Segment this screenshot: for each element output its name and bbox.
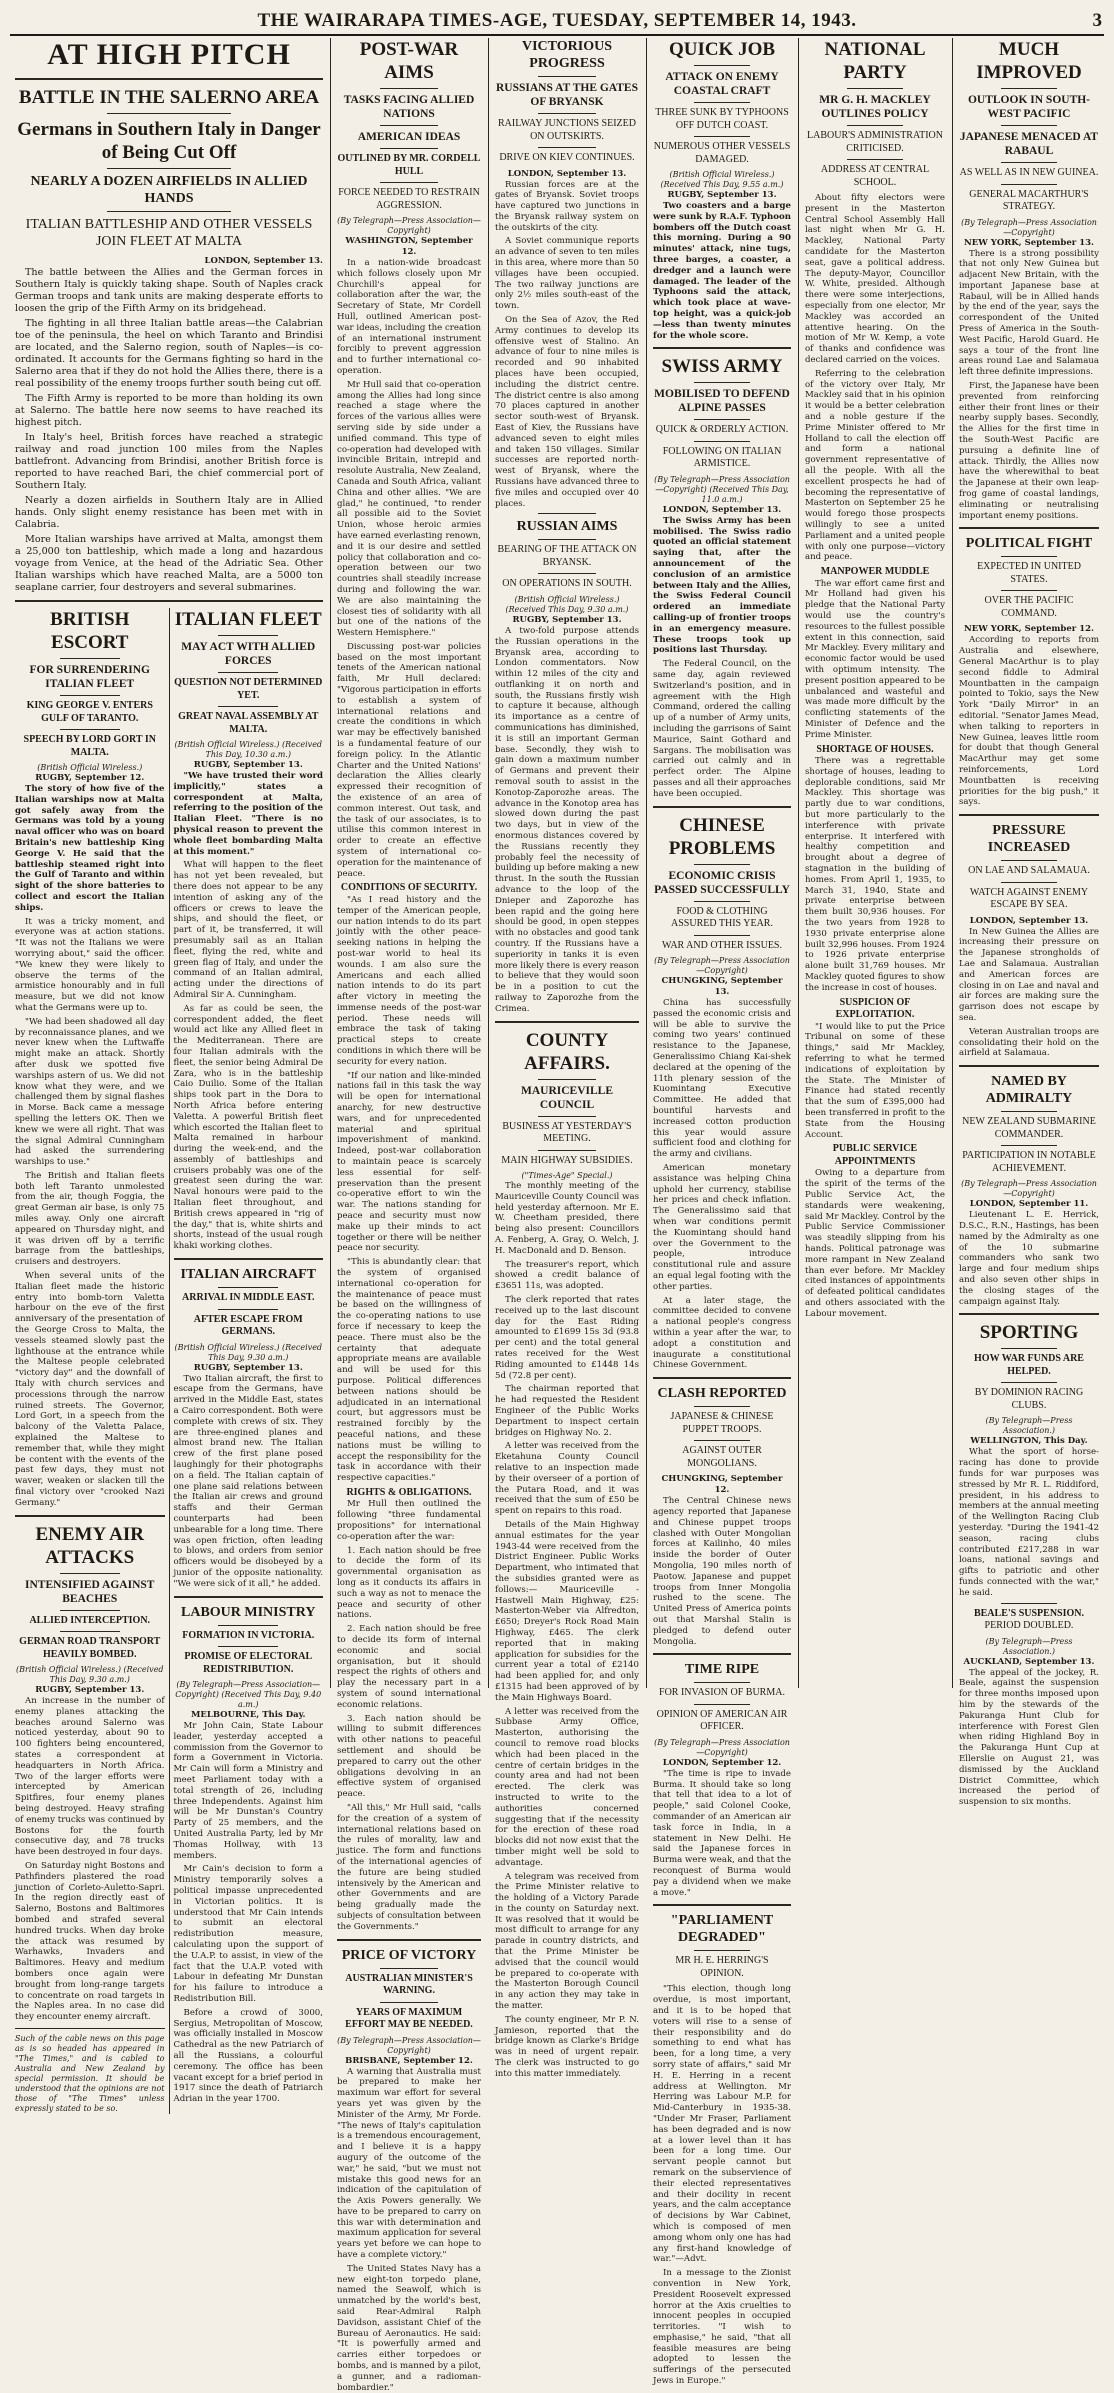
article-paragraph: A letter was received from the Subbase Army Office, Masterton, authorising the council to remove road blocks which had been placed in the centre of certain bridges in the county area and had not been erected. The clerk was instructed to write to the authorities concerned suggesting that if the necessity for the erection of these road blocks did not now exist that the timber might well be sold to advantage. xyxy=(495,1706,639,1868)
italian-aircraft-dateline: RUGBY, September 13. xyxy=(193,1362,303,1373)
article-paragraph: A telegram was received from the Prime Minister relative to the holding of a Victory Parade in the county on Saturday next. It was resolved that it would be most difficult to arrange for any parade in country districts, and that the Prime Minister be advised that the council would be prepared to co-operate with the Masterton Borough Council in any action they may take in the matter. xyxy=(495,1871,639,2012)
article-paragraph: In a message to the Zionist convention in New York, President Roosevelt expressed horror at the Axis cruelties to innocent peoples in occupied territories. "I wish to emphasise," he said, "that all feasible measures are being adopted to lessen the sufferings of the persecuted Jews in Europe." xyxy=(653,2268,791,2387)
lead-paragraph: Nearly a dozen airfields in Southern Italy are in Allied hands. Only slight enemy resistance has been met with in Calabria. xyxy=(15,495,323,530)
post-war-aims-deck-4: FORCE NEEDED TO RESTRAIN AGGRESSION. xyxy=(338,187,480,211)
article-paragraph: The monthly meeting of the Mauriceville County Council was held yesterday afternoon. Mr E. W. Cheetham presided, there being also present: Councillors A. Fenberg, A. Gray, O. Welch, J. H. MacDonald and D. Benson. xyxy=(495,1181,639,1256)
post-war-aims-subhead-2: RIGHTS & OBLIGATIONS. xyxy=(346,1486,472,1498)
article-paragraph: A two-fold purpose attends the Russian operations in the Bryansk area, according to London commentators. Now within 12 miles of the city and outflanking it on north and south, the Russians firstly wish to capture it because, although its importance as a centre of communications has diminished, it is still an important German base. Secondly, they wish to gain down a maximum number of Germans and prevent their removal south to assist in the Konotop-Zaporozhe areas. The advance in the Konotop area has slowed down during the past two days, but in view of the enormous distances covered by the Russians recently they probably feel the necessity of building up before making a new thrust. In the south the Russian advance to the loop of the Dnieper and Zaporozhe has been rapid and the going here should be good, in open steppes with no obstacles and good tank country. If the Russians have a superiority in tanks it is even more likely there is every reason to believe that they would soon be in a position to cut the railway to Zaporozhe from the Crimea. xyxy=(495,625,640,1014)
much-improved-dateline: NEW YORK, September 13. xyxy=(964,237,1094,248)
article-paragraph: Details of the Main Highway annual estimates for the year 1943-44 were received from the District Engineer. Public Works Department, who intimated that the subsidies granted were as follows:— Mauriceville - Hastwell Main Highway, £25: Masterton-Weber via Alfredton, £650; Dreyer's Rock Road Main Highway, £465. The clerk reported that in making application for subsidies for the current year a total of £2140 had been applied for, and only £1315 had been approved of by the Main Highways Board. xyxy=(495,1520,639,1703)
lead-deck-2: NEARLY A DOZEN AIRFIELDS IN ALLIED HANDS xyxy=(30,174,308,206)
article-paragraph: The United States Navy has a new eight-ton torpedo plane, named the Seawolf, which is unmatched by the world's best, said Rear-Admiral Ralph Davidson, assistant Chief of the Bureau of Aeronautics. He said: "It is powerfully armed and carries either torpedoes or bombs, and is manned by a pilot, a gunner, and a radioman-bombardier." xyxy=(337,2263,481,2393)
political-fight-deck-1: EXPECTED IN UNITED STATES. xyxy=(977,561,1081,585)
swiss-army-headline: SWISS ARMY xyxy=(661,356,783,378)
article-paragraph: Mr Hull then outlined the following "three fundamental propositions" for international co-operation after the war: xyxy=(337,1499,481,1542)
sporting-dateline: WELLINGTON, This Day. xyxy=(970,1436,1088,1447)
quick-job-deck-1: ATTACK ON ENEMY COASTAL CRAFT xyxy=(665,71,779,97)
article-paragraph: China has successfully passed the economic crisis and will be able to survive the coming two years' continued resistance to the Japanese, Generalissimo Chiang Kai-shek declared at the opening of the 11th plenary session of the Kuomintang Executive Committee. He added that bountiful harvests and increased cotton production this year would assure sufficient food and clothing for the army and civilians. xyxy=(653,998,791,1160)
time-ripe-dateline: LONDON, September 12. xyxy=(662,1757,782,1768)
subcolumn-2 xyxy=(169,608,324,2114)
column-rule xyxy=(330,38,331,1688)
italian-aircraft-deck-2: AFTER ESCAPE FROM GERMANS. xyxy=(193,1313,303,1338)
much-improved-headline: MUCH IMPROVED xyxy=(976,39,1082,83)
divider xyxy=(107,113,230,114)
article-paragraph: "If our nation and like-minded nations fail in this task the way will be open for international anarchy, for new destructive wars, and for unprecedented material and spiritual impoverishment of mankind. Indeed, post-war collaboration to maintain peace is scarcely less essential for self-preservation than the present co-operative effort to win the war. The nations standing for peace and security must now make up their minds to act together or there will be neither peace nor security. xyxy=(337,1070,481,1254)
much-improved-deck-4: GENERAL MACARTHUR'S STRATEGY. xyxy=(969,188,1089,212)
italian-fleet-headline: ITALIAN FLEET xyxy=(174,609,322,630)
article-paragraph: On Saturday night Bostons and Pathfinders plastered the road junction of Corleto-Auletto-Sapri. In the region directly east of Salerno, Bostons and Baltimores bombed and strafed several hundred trucks. When day broke the attack was resumed by Warhawks, Invaders and Baltimores. Heavy and medium bombers once again were brought from long-range targets to concentrate on road targets in the Naples area. In no case did they encounter enemy aircraft. xyxy=(15,1861,165,2023)
column-quick-job xyxy=(648,38,796,2387)
labour-ministry-deck-2: PROMISE OF ELECTORAL REDISTRIBUTION. xyxy=(184,1651,313,1675)
national-party-deck-1: MR G. H. MACKLEY OUTLINES POLICY xyxy=(819,94,931,120)
article-paragraph: In New Guinea the Allies are increasing their pressure on the Japanese strongholds of Lae and Salamaua. Australian and American forces are closing in on Lae and naval and air forces are making sure the garrison does not escape by sea. xyxy=(959,926,1099,1024)
national-party-subhead: MANPOWER MUDDLE xyxy=(820,566,930,578)
sporting-deck-2: BY DOMINION RACING CLUBS. xyxy=(974,1387,1084,1411)
column-rule xyxy=(488,38,489,1688)
beale-suspension-dateline: AUCKLAND, September 13. xyxy=(963,1656,1095,1667)
article-paragraph: As far as could be seen, the correspondent added, the fleet would act like any Allied fleet in the Mediterranean. There are four Italian admirals with the fleet, the senior being Admiral De Zara, who is in the battleship Caio Duilio. Some of the Italian ships took part in the Dora to North Africa before entering Valetta. A powerful British fleet which escorted the Italian fleet to Malta remained in harbour during the week-end, and the assembly of battleships and cruisers probably was one of the greatest seen during the war. Naval honours were paid to the Italian fleet throughout, and British crews appeared in "rig of the day," that is, white shirts and shorts, instead of the usual rough khaki working clothes. xyxy=(173,1003,323,1252)
beale-suspension-headline: BEALE'S SUSPENSION. xyxy=(973,1607,1085,1619)
masthead-title: THE WAIRARAPA TIMES-AGE, TUESDAY, SEPTEMBER 14, 1943. xyxy=(257,10,857,31)
article-paragraph: The Swiss Army has been mobilised. The Swiss radio quoted an official statement saying that, after the announcement of the conclusion of an armistice between Italy and the Allies, the Swiss Federal Council ordered an immediate calling-up of frontier troops in an emergency measure. These troops took up positions last Thursday. xyxy=(653,515,791,656)
british-escort-deck-2: KING GEORGE V. ENTERS GULF OF TARANTO. xyxy=(26,700,153,724)
section-rule xyxy=(15,600,323,602)
russian-aims-dateline: RUGBY, September 13. xyxy=(512,614,622,625)
lead-kicker: AT HIGH PITCH xyxy=(47,38,291,71)
article-paragraph: The British and Italian fleets both left Taranto unmolested from the air, though Foggia, the great German air base, is only 75 miles away. Only one aircraft appeared on Thursday night, and it was driven off by a terrific barrage from the battleships, cruisers and destroyers. xyxy=(15,1170,165,1268)
labour-ministry-credit: (By Telegraph—Press Association—Copyright) (Received This Day, 9.40 a.m.) xyxy=(175,1680,322,1709)
victorious-progress-deck-1: RUSSIANS AT THE GATES OF BRYANSK xyxy=(496,82,638,108)
article-paragraph: Referring to the celebration of the victory over Italy, Mr Mackley said that in his opinion it would be a better celebration and a noble gesture if the Prime Minister offered to Mr Holland to call the election off and form a national government representative of all the people. With all the excellent prospects he had of becoming the representative of Masterton on September 25 he would forego those prospects willingly to see a united Parliament and a united people with only one purpose—victory and peace. xyxy=(805,368,945,563)
article-paragraph: Two Italian aircraft, the first to escape from the Germans, have arrived in the Middle East, states a Cairo correspondent. Both were complete with crews of six. They are three-engined planes and almost brand new. The Italian crew of the first plane posed laughingly for their photographs on a field. The Italian captain of one plane said relations between the Italian air crews and ground staffs and their German counterparts had been unbearable for a long time. There was open friction, often leading to blows, and orders from senior officers would be disobeyed by a junior of the opposite nationality. "We were sick of it all," he added. xyxy=(173,1373,323,1589)
clash-reported-headline: CLASH REPORTED xyxy=(657,1386,787,1402)
column-rule xyxy=(646,38,647,1688)
victorious-progress-dateline: LONDON, September 13. xyxy=(507,168,627,179)
article-paragraph: Russian forces are at the gates of Bryansk. Soviet troops have captured two junctions in the Bryansk railway system on the outskirts of the city. xyxy=(495,179,639,233)
article-paragraph: What will happen to the fleet has not yet been revealed, but there does not appear to be any intention of asking any of the officers or crews to leave the ships, and should the fleet, or part of it, be transferred, it will presumably sail as an Italian fleet, flying the red, white and green flag of Italy, and under the command of an Italian admiral, acting under the directions of Admiral Sir A. Cunningham. xyxy=(173,860,323,1000)
named-by-admiralty-headline: NAMED BY ADMIRALTY xyxy=(985,1074,1073,1107)
italian-fleet-deck-2: QUESTION NOT DETERMINED YET. xyxy=(174,677,323,701)
article-paragraph: The chairman reported that he had requested the Resident Engineer of the Public Works Department to inspect certain bridges on Highway No. 2. xyxy=(495,1384,639,1438)
time-ripe-deck-2: OPINION OF AMERICAN AIR OFFICER. xyxy=(656,1708,788,1733)
article-paragraph: "The time is ripe to invade Burma. It should take so long that tell that idea to a lot of people," said Colonel Cooke, commander of an American air task force in India, in a statement in New Delhi. He said the Japanese forces in Burma were weak, and that the reconquest of Burma would pay a dividend when we make a move." xyxy=(653,1768,791,1898)
pressure-increased-dateline: LONDON, September 13. xyxy=(969,915,1089,926)
beale-suspension-deck: PERIOD DOUBLED. xyxy=(984,1620,1074,1632)
article-paragraph: "As I read history and the temper of the American people, our nation intends to do its part jointly with the other peace-seeking nations in helping the post-war world to heal its wounds. I am also sure the Americans and each allied nation intends to do its part after victory in meeting the immense needs of the post-war period. These needs will embrace the task of taking practical steps to create conditions in which there will be security for every nation. xyxy=(337,894,481,1067)
swiss-army-deck-2: QUICK & ORDERLY ACTION. xyxy=(655,424,789,436)
sporting-deck-1: HOW WAR FUNDS ARE HELPED. xyxy=(974,1353,1084,1377)
lead-paragraph: In Italy's heel, British forces have reached a strategic railway and road junction 100 miles from the Naples battlefront. Advancing from Brindisi, another British force is reported to have reached Bari, the chief commercial port of Southern Italy. xyxy=(15,432,323,491)
subcolumn-1 xyxy=(15,608,169,2114)
article-paragraph: Before a crowd of 3000, Sergius, Metropolitan of Moscow, was officially installed in Moscow Cathedral as the new Patriarch of all the Russians, a colourful ceremony. The office has been vacant except for a brief period in 1917 since the death of Patriarch Adrian in the year 1700. xyxy=(173,2007,323,2105)
divider xyxy=(107,211,230,212)
sporting-credit: (By Telegraph—Press Association.) xyxy=(985,1416,1073,1436)
labour-ministry-deck-1: FORMATION IN VICTORIA. xyxy=(182,1629,315,1641)
article-paragraph: There was a regrettable shortage of houses, leading to deplorable conditions, said Mr Mackley. This shortage was partly due to war conditions, but more particularly to the interference with private enterprise. It interfered with healthy competition and brought about a degree of stagnation in the building of homes. From April 1, 1935, to March 31, 1940, State and private enterprise between them built 30,936 houses. For the two years from 1928 to 1930 private enterprise alone built 32,996 houses. From 1924 to 1926 private enterprise alone built 31,769 houses. Mr Mackley quoted figures to show the increase in cost of houses. xyxy=(805,756,945,993)
column-victorious-progress xyxy=(490,38,644,2079)
national-party-headline: NATIONAL PARTY xyxy=(824,39,926,83)
enemy-air-attacks-deck-1: INTENSIFIED AGAINST BEACHES xyxy=(25,1578,155,1605)
article-paragraph: Lieutenant L. E. Herrick, D.S.C., R.N., Hastings, has been named by the Admiralty as one of the 10 submarine commanders who sank two large and four medium ships and also seven other ships in the closing stages of the campaign against Italy. xyxy=(959,1210,1099,1307)
article-paragraph: Two coasters and a barge were sunk by R.A.F. Typhoon bombers off the Dutch coast this morning. During a 90 minutes' attack, nine tugs, three barges, a coaster, a dredger and a launch were damaged. The leader of the Typhoons said the attack, which took place at wave-top height, was a quick-job—less than twenty minutes for the whole score. xyxy=(653,201,791,341)
article-paragraph: An increase in the number of enemy planes attacking the beaches around Salerno was noticed yesterday, about 90 to 100 fighters being encountered, states a correspondent at headquarters in North Africa. Two of the larger efforts were intercepted by American Spitfires, four enemy planes being destroyed. Heavy strafing of enemy trucks was continued by Bostons for the fourth consecutive day, and 78 trucks have been destroyed in four days. xyxy=(15,1696,165,1858)
italian-aircraft-headline: ITALIAN AIRCRAFT xyxy=(180,1267,316,1283)
article-paragraph: The Central Chinese news agency reported that Japanese and Chinese puppet troops clashed with Outer Mongolian forces at Kailinho, 40 miles inside the border of Outer Mongolia, 190 miles north of Paotow. Japanese and puppet troops from Inner Mongolia rushed to the scene. The United Press of America points out that Marshal Stalin is pledged to defend outer Mongolia. xyxy=(653,1496,791,1647)
pressure-increased-headline: PRESSURE INCREASED xyxy=(987,823,1071,856)
swiss-army-deck-3: FOLLOWING ON ITALIAN ARMISTICE. xyxy=(662,445,782,470)
column-rule xyxy=(798,38,799,1688)
columns xyxy=(10,38,1104,2393)
national-party-subhead-4: PUBLIC SERVICE APPOINTMENTS xyxy=(832,1143,918,1167)
victorious-progress-deck-2: RAILWAY JUNCTIONS SEIZED ON OUTSKIRTS. xyxy=(498,118,636,142)
british-escort-deck-3: SPEECH BY LORD GORT IN MALTA. xyxy=(23,734,156,758)
much-improved-deck-1: OUTLOOK IN SOUTH-WEST PACIFIC xyxy=(967,94,1091,120)
named-by-admiralty-deck-1: NEW ZEALAND SUBMARINE COMMANDER. xyxy=(962,1116,1096,1140)
left-subcolumns xyxy=(15,608,323,2114)
county-affairs-headline: COUNTY AFFAIRS. xyxy=(524,1029,610,1074)
post-war-aims-subhead: CONDITIONS OF SECURITY. xyxy=(340,882,478,894)
national-party-deck-2: LABOUR'S ADMINISTRATION CRITICISED. xyxy=(807,130,943,154)
column-rule xyxy=(952,38,953,1688)
italian-aircraft-deck-1: ARRIVAL IN MIDDLE EAST. xyxy=(182,1292,315,1304)
county-affairs-deck-3: MAIN HIGHWAY SUBSIDIES. xyxy=(501,1154,633,1166)
italian-fleet-deck-3: GREAT NAVAL ASSEMBLY AT MALTA. xyxy=(178,711,319,735)
times-footnote: Such of the cable news on this page as is so headed has appeared in "The Times," and is cabled to Australia and New Zealand by special permission. It should be understood that the opinions are not those of "The Times" unless expressly stated to be so. xyxy=(15,2034,165,2113)
national-party-deck-3: ADDRESS AT CENTRAL SCHOOL. xyxy=(820,164,930,188)
italian-aircraft-credit: (British Official Wireless.) (Received This Day, 9.30 a.m.) xyxy=(174,1342,323,1362)
italian-fleet-dateline: RUGBY, September 13. xyxy=(193,760,303,770)
article-paragraph: American monetary assistance was helping China uphold her currency, stabilise her prices and check inflation. The Generalissimo said that when war conditions permit the Kuomintang should hand over the Government to the people, introduce constitutional rule and assure an equal legal footing with the other parties. xyxy=(653,1163,791,1292)
lead-rule xyxy=(15,78,323,80)
divider xyxy=(107,168,230,169)
article-paragraph: There is a strong possibility that not only New Guinea but adjacent New Britain, with the important Japanese base at Rabaul, will be in Allied hands by the end of the year, says the correspondent of the United Press of America in the South-West Pacific, Harold Guard. He says a tour of the front line areas round Lae and Salamaua left three definite impressions. xyxy=(959,248,1099,378)
post-war-aims-headline: POST-WAR AIMS xyxy=(359,39,459,83)
article-paragraph: On the Sea of Azov, the Red Army continues to develop its offensive west of Stalino. An advance of four to nine miles is recorded and 90 inhabited places have been occupied, including the district centre. The district centre is also among 70 places captured in another sector south-west of Bryansk. East of Kiev, the Russians have advanced seven to eight miles and taken 150 villages. Similar successes are reported north-west of Bryansk, where the Russians have advanced three to five miles and occupied over 40 places. xyxy=(495,315,639,509)
swiss-army-credit: (By Telegraph—Press Association—Copyright) (Received This Day, 11.0 a.m.) xyxy=(654,474,790,504)
quick-job-headline: QUICK JOB xyxy=(668,39,776,60)
swiss-army-dateline: LONDON, September 13. xyxy=(662,504,782,515)
time-ripe-headline: TIME RIPE xyxy=(684,1662,760,1678)
italian-fleet-deck-1: MAY ACT WITH ALLIED FORCES xyxy=(181,641,316,667)
much-improved-deck-3: AS WELL AS IN NEW GUINEA. xyxy=(959,167,1099,178)
lead-dateline: LONDON, September 13. xyxy=(204,256,323,266)
column-national-party xyxy=(800,38,950,1688)
article-paragraph: At a later stage, the committee decided to convene a national people's congress within a year after the war, to adopt a constitution and inaugurate a constitutional Chinese Government. xyxy=(653,1295,791,1371)
enemy-air-attacks-dateline: RUGBY, September 13. xyxy=(35,1685,145,1696)
post-war-aims-dateline: WASHINGTON, September 12. xyxy=(345,236,473,257)
chinese-problems-deck-1: ECONOMIC CRISIS PASSED SUCCESSFULLY xyxy=(654,869,790,896)
post-war-aims-deck-1: TASKS FACING ALLIED NATIONS xyxy=(343,94,475,120)
post-war-aims-credit: (By Telegraph—Press Association—Copyright) xyxy=(337,216,481,235)
article-paragraph: Discussing post-war policies based on the most important tenets of the American national faith, Mr Hull declared: "Vigorous participation in efforts to establish a system of international relations and create the conditions in which war may be effectively banished is a fundamental feature of our foreign policy. In the Atlantic Charter and the United Nations' declaration the Allies clearly expressed their recognition of the existence of an area of common interest. Out task, and the task of our associates, is to utilise this common interest in order to create an effective system of international co-operation for the maintenance of peace. xyxy=(337,641,481,879)
county-affairs-credit: ("Times-Age" Special.) xyxy=(521,1171,613,1181)
article-paragraph: 1. Each nation should be free to decide the form of its governmental organisation as long as it conducts its affairs in such a way as not to menace the peace and security of other nations. xyxy=(337,1545,481,1621)
italian-fleet-credit: (British Official Wireless.) (Received This Day, 10.30 a.m.) xyxy=(174,740,323,759)
article-paragraph: The clerk reported that rates received up to the last discount day for the East Riding amounted to £1699 15s 3d (93.8 per cent) and the total general rates received for the West Riding amounted to £1448 14s 5d (72.8 per cent). xyxy=(495,1295,639,1381)
article-paragraph: Mr John Cain, State Labour leader, yesterday accepted a commission from the Governor to form a Government in Victoria. Mr Cain will form a Ministry and meet Parliament today with a total strength of 26, including three Independents. Against him will be Mr Dunstan's Country Party of 25 members, and the United Australia Party, led by Mr Thomas Hollway, with 13 members. xyxy=(173,1721,323,1861)
lead-paragraph: The Fifth Army is reported to be more than holding its own at Salerno. The battle here now seems to have reached its highest pitch. xyxy=(15,393,323,428)
chinese-problems-deck-3: WAR AND OTHER ISSUES. xyxy=(661,939,782,951)
russian-aims-deck-2: ON OPERATIONS IN SOUTH. xyxy=(502,578,632,590)
article-paragraph: A letter was received from the Eketahuna County Council relative to an inspection made by their overseer of a portion of the Putara Road, and it was received that the sum of £50 be spent on repairs to this road. xyxy=(495,1441,639,1517)
column-much-improved xyxy=(954,38,1104,1808)
swiss-army-deck-1: MOBILISED TO DEFEND ALPINE PASSES xyxy=(654,388,790,415)
political-fight-dateline: NEW YORK, September 12. xyxy=(964,624,1094,635)
named-by-admiralty-credit: (By Telegraph—Press Association—Copyright) xyxy=(961,1179,1097,1199)
price-of-victory-deck-1: AUSTRALIAN MINISTER'S WARNING. xyxy=(345,1972,473,1997)
time-ripe-credit: (By Telegraph—Press Association—Copyright) xyxy=(654,1737,790,1757)
article-paragraph: Owing to a departure from the spirit of the terms of the Public Service Act, the standards were weakening, said Mr Mackley. Control by the Public Service Commissioner was steadily slipping from his hands. Political patronage was more rampant in New Zealand than ever before. Mr Mackley cited instances of appointments of defeated political candidates and others associated with the Labour movement. xyxy=(805,1168,945,1319)
parliament-degraded-headline: "PARLIAMENT DEGRADED" xyxy=(670,1913,774,1946)
chinese-problems-credit: (By Telegraph—Press Association—Copyright) xyxy=(654,956,790,976)
article-paragraph: When several units of the Italian fleet made the historic entry into bomb-torn Valetta harbour on the eve of the first anniversary of the presentation of the George Cross to Malta, the vessels steamed slowly past the lighthouse at the entrance while the Maltese people celebrated "victory day" and the downfall of Italy with church services and processions through the narrow ruined streets. The Governor, Lord Gort, in a speech from the balcony of the Valetta Palace, explained the Maltese to remember that, while they might be content with the events of the past few days, they must not waver, weaken or slacken till the final victory over "crooked Nazi Germany." xyxy=(15,1271,165,1508)
chinese-problems-dateline: CHUNGKING, September 13. xyxy=(661,976,783,998)
price-of-victory-credit: (By Telegraph—Press Association—Copyright) xyxy=(337,2035,481,2055)
quick-job-credit: (British Official Wireless.) (Received This Day, 9.55 a.m.) xyxy=(660,170,784,189)
victorious-progress-headline: VICTORIOUS PROGRESS xyxy=(522,39,612,71)
article-paragraph: A Soviet communique reports an advance of seven to ten miles in this area, where more than 50 villages have been occupied. The two railway junctions are only 2½ miles south-east of the town. xyxy=(495,236,639,312)
british-escort-headline: BRITISH ESCORT xyxy=(50,609,130,653)
lead-story xyxy=(15,38,323,594)
named-by-admiralty-deck-2: PARTICIPATION IN NOTABLE ACHIEVEMENT. xyxy=(962,1150,1096,1174)
article-paragraph: A warning that Australia must be prepared to make her maximum war effort for several years yet was given by the Minister of the Army, Mr Forde. "The news of Italy's capitulation is a tremendous encouragement, and I believe it is a happy augury of the outcome of the war," he said, "but we must not mistake this good news for an indication of the capitulation of the Axis Powers generally. We have to be prepared to carry on this war with determination and maximum application for several years yet before we can hope to have a complete victory." xyxy=(337,2066,481,2261)
named-by-admiralty-dateline: LONDON, September 11. xyxy=(969,1199,1089,1210)
article-paragraph: Mr Cain's decision to form a Ministry temporarily solves a political impasse unprecedented in Victorian politics. It is understood that Mr Cain intends to submit an electoral redistribution measure, calculating upon the support of the U.A.P. to assist, in view of the fact that the U.A.P. voted with Labour in defeating Mr Dunstan for his failure to introduce a Redistribution Bill. xyxy=(173,1864,323,2004)
sporting-headline: SPORTING xyxy=(979,1322,1079,1344)
article-paragraph: "All this," Mr Hull said, "calls for the creation of a system of international relations based on the rules of morality, law and justice. The form and functions of the international agencies of the future are being studied intensively by the American and other Governments and are being gradually made the subjects of consultation between the Governments." xyxy=(337,1802,481,1932)
post-war-aims-deck-3: OUTLINED BY MR. CORDELL HULL xyxy=(337,153,481,177)
enemy-air-attacks-credit: (British Official Wireless.) (Received This Day, 9.30 a.m.) xyxy=(15,1665,164,1685)
british-escort-deck-1: FOR SURRENDERING ITALIAN FLEET xyxy=(29,664,150,690)
lead-paragraph: The fighting in all three Italian battle areas—the Calabrian toe of the peninsula, the heel on which Taranto and Brindisi are located, and the Salerno region, south of Naples—is co-ordinated. It accounts for the Germans fighting so hard in the Salerno area that if they do not hold the Allies there, there is a real possibility of the enemy troops further south being cut off. xyxy=(15,318,323,389)
british-escort-dateline: RUGBY, September 12. xyxy=(35,773,145,783)
national-party-subhead-3: SUSPICION OF EXPLOITATION. xyxy=(835,996,915,1021)
parliament-degraded-deck-1: MR H. E. HERRING'S OPINION. xyxy=(675,1955,769,1979)
time-ripe-deck-1: FOR INVASION OF BURMA. xyxy=(659,1687,785,1699)
much-improved-deck-2: JAPANESE MENACED AT RABAUL xyxy=(959,131,1099,157)
enemy-air-attacks-deck-2: ALLIED INTERCEPTION. xyxy=(29,1614,151,1626)
article-paragraph: The war effort came first and Mr Holland had given his pledge that the National Party would use the country's resources to the fullest possible extent in this connection, said Mr Mackley. Every military and economic factor would be used with optimum intensity. The present position appeared to be unbalanced and wasteful and was made more difficult by the conflicting statements of the Minister of Defence and the Prime Minister. xyxy=(805,578,945,740)
british-escort-credit: (British Official Wireless.) xyxy=(37,763,143,772)
much-improved-credit: (By Telegraph—Press Association—Copyright) xyxy=(961,217,1097,237)
national-party-subhead-2: SHORTAGE OF HOUSES. xyxy=(816,743,934,755)
pressure-increased-deck-2: WATCH AGAINST ENEMY ESCAPE BY SEA. xyxy=(969,886,1089,911)
article-paragraph: "This election, though long overdue, is most important, and it is to be hoped that voters will rise to a sense of their responsibility and do something to end what has been, for a long time, a very sorry state of affairs," said Mr H. E. Herring in a recent address at Wellington. Mr Herring was Labour M.P. for Mid-Canterbury in 1935-38. "Under Mr Fraser, Parliament has been degraded and is now at a lower level than it has been for a long time. Our servant people cannot but remark on the subservience of their elected representatives and their docility in recent years, and the calm acceptance of decisions by War Cabinet, which is composed of men among whom only one has had any first-hand knowledge of war."—Advt. xyxy=(653,1984,791,2265)
lead-deck-3: ITALIAN BATTLESHIP AND OTHER VESSELS JOIN FLEET AT MALTA xyxy=(25,217,313,249)
enemy-air-attacks-deck-3: GERMAN ROAD TRANSPORT HEAVILY BOMBED. xyxy=(19,1636,161,1660)
article-paragraph: The Federal Council, on the same day, again reviewed Switzerland's position, and in agreement with the High Command, ordered the calling up of a number of Army units, including the garrisons of Saint Maurice, Saint Gothard and Sargans. The mobilisation was carried out calmly and in perfect order. The Alpine passes and all their approaches have been occupied. xyxy=(653,659,791,799)
article-paragraph: First, the Japanese have been prevented from reinforcing either their front lines or their nearby supply bases. Secondly, the Allies for the first time in the South-West Pacific are pursuing a definite line of attack. Thirdly, the Allies now have the wherewithal to beat the Japanese at their own leap-frog game of coastal landings, eliminating or neutralising important enemy positions. xyxy=(959,381,1099,521)
page-number: 3 xyxy=(1092,10,1102,31)
quick-job-deck-3: NUMEROUS OTHER VESSELS DAMAGED. xyxy=(653,141,791,165)
article-paragraph: "I would like to put the Price Tribunal on some of these things," said Mr Mackley, referring to what he termed indications of exploitation by the State. The Minister of Finance had stated recently that the sum of £395,000 had been transferred in profit to the State from the Housing Account. xyxy=(805,1021,945,1140)
article-paragraph: Mr Hull said that co-operation among the Allies had long since reached a stage where the forces of the various allies were serving side by side under a unified command. This type of co-operation had developed with invincible Britain, intrepid and resolute Australia, New Zealand, Canada and South Africa, valiant China and other allies. "We are glad," he continued, "to render all possible aid to the Soviet Union, whose heroic armies have earned everlasting renown, and it is our desire and settled policy that collaboration and co-operation between our two countries shall steadily increase during and following the war. We are also maintaining the closest ties of solidarity with all but one of the nations of the Western Hemisphere." xyxy=(337,379,481,639)
article-paragraph: The county engineer, Mr P. N. Jamieson, reported that the bridge known as Clarke's Bridge was in need of urgent repair. The clerk was instructed to go into this matter immediately. xyxy=(495,2014,639,2079)
lead-paragraph: The battle between the Allies and the German forces in Southern Italy is quickly taking shape. South of Naples crack German troops and tank units are making desperate efforts to loosen the grip of the Fifth Army on its bridgehead. xyxy=(15,267,323,314)
price-of-victory-dateline: BRISBANE, September 12. xyxy=(345,2055,473,2066)
quick-job-dateline: RUGBY, September 13. xyxy=(667,190,777,200)
article-paragraph: It was a tricky moment, and everyone was at action stations. "It was not the Italians we were worrying about," said the officer. "We knew they were likely to observe the terms of the armistice honourably and in full measure, but we did not know what the Germans were up to. xyxy=(15,916,165,1013)
article-paragraph: 3. Each nation should be willing to submit differences with other nations to peaceful settlement and should be prepared to carry out the other obligations devolving in an effective system of organised peace. xyxy=(337,1713,481,1800)
article-paragraph: According to reports from Australia and elsewhere, General MacArthur is to play second fiddle to Admiral Mountbatten in the campaign pointed to Tokio, says the New York "Daily Mirror" in an editorial. "Senator James Mead, when talking to reporters in New Guinea, leaves little room for doubt that though General MacArthur may get some reinforcements, Lord Mountbatten is receiving priorities for the big push," it says. xyxy=(959,635,1099,808)
county-affairs-deck-1: MAURICEVILLE COUNCIL xyxy=(520,1084,613,1111)
masthead xyxy=(10,8,1104,36)
price-of-victory-headline: PRICE OF VICTORY xyxy=(341,1947,477,1963)
lead-deck-1: Germans in Southern Italy in Danger of Being Cut Off xyxy=(17,119,321,163)
lead-headline: BATTLE IN THE SALERNO AREA xyxy=(18,87,320,108)
article-paragraph: What the sport of horse-racing has done to provide funds for war purposes was stressed by Mr R. L. Riddiford, president, in his address to members at the annual meeting of the Wellington Racing Club yesterday. "During the 1941-42 season, racing clubs contributed £217,288 in war loans, national savings and gifts to patriotic and other funds connected with the war," he said. xyxy=(959,1447,1099,1598)
county-affairs-deck-2: BUSINESS AT YESTERDAY'S MEETING. xyxy=(502,1120,632,1145)
post-war-aims-deck-2: AMERICAN IDEAS xyxy=(357,131,461,143)
article-paragraph: About fifty electors were present in the Masterton Central School Assembly Hall last night when Mr G. H. Mackley, National Party candidate for the Masterton seat, gave a political address. The deputy-Mayor, Councillor W. White, presided. Although there were some interjections, especially from one elector, Mr Mackley was accorded an attentive hearing. On the motion of Mr W. Kemp, a vote of thanks and confidence was declared carried on the voices. xyxy=(805,193,945,365)
article-paragraph: The appeal of the jockey, R. Beale, against the suspension for three months imposed upon him by the stewards of the Pakuranga Hunt Club for interference with Forest Glen when riding Highland Boy in the Pakuranga Hunt Cup at Ellerslie on August 21, was dismissed by the Auckland District Committee, which increased the period of suspension to six months. xyxy=(959,1667,1099,1808)
clash-reported-deck-1: JAPANESE & CHINESE PUPPET TROOPS. xyxy=(670,1411,774,1435)
enemy-air-attacks-headline: ENEMY AIR ATTACKS xyxy=(35,1523,145,1568)
article-paragraph: 2. Each nation should be free to decide its form of internal economic and social organisation, but it should respect the rights of others and play the necessary part in a system of sound international economic relations. xyxy=(337,1624,481,1710)
beale-suspension-credit: (By Telegraph—Press Association.) xyxy=(985,1636,1073,1656)
price-of-victory-deck-2: YEARS OF MAXIMUM EFFORT MAY BE NEEDED. xyxy=(345,2006,473,2031)
column-left-block xyxy=(10,38,328,2113)
political-fight-deck-2: OVER THE PACIFIC COMMAND. xyxy=(984,595,1074,619)
article-paragraph: The story of how five of the Italian warships now at Malta got safely away from the Germans was told by a young naval officer who was on board Britain's new battleship King George V. He said that the battleship steamed right into the Gulf of Taranto and within sight of the shore batteries to collect and escort the Italian ships. xyxy=(15,784,165,913)
lead-paragraph: More Italian warships have arrived at Malta, amongst them a 25,000 ton battleship, which made a long and hazardous voyage from Venice, at the head of the Adriatic Sea. Other Italian warships which have reached Malta, are a 5000 ton seaplane carrier, four destroyers and several submarines. xyxy=(15,534,323,593)
article-paragraph: "This is abundantly clear: that the system of organised international co-operation for the maintenance of peace must be based on the willingness of the co-operating nations to use force if necessary to keep the peace. There must also be the certainty that adequate appropriate means are available and will be used for this purpose. Political differences between nations should be adjudicated in an international court, but aggressors must be restrained forcibly by the peaceful nations, and these nations must be willing to accept the responsibility for the task in accordance with their respective capacities." xyxy=(337,1257,481,1484)
article-paragraph: Veteran Australian troops are consolidating their hold on the airfield at Salamaua. xyxy=(959,1026,1099,1059)
russian-aims-deck-1: BEARING OF THE ATTACK ON BRYANSK. xyxy=(497,544,637,568)
chinese-problems-deck-2: FOOD & CLOTHING ASSURED THIS YEAR. xyxy=(671,905,773,930)
clash-reported-deck-2: AGAINST OUTER MONGOLIANS. xyxy=(682,1445,762,1469)
quick-job-deck-2: THREE SUNK BY TYPHOONS OFF DUTCH COAST. xyxy=(655,107,789,131)
article-paragraph: In a nation-wide broadcast which follows closely upon Mr Churchill's appeal for collaboration after the war, the Secretary of State, Mr Cordell Hull, outlined American post-war ideas, including the creation of an international instrument forcibly to prevent aggression and to further international co-operation. xyxy=(337,258,481,376)
clash-reported-dateline: CHUNGKING, September 12. xyxy=(661,1474,783,1496)
labour-ministry-dateline: MELBOURNE, This Day. xyxy=(190,1710,306,1720)
chinese-problems-headline: CHINESE PROBLEMS xyxy=(668,814,776,859)
pressure-increased-deck-1: ON LAE AND SALAMAUA. xyxy=(968,865,1090,877)
column-post-war-aims xyxy=(332,38,486,2393)
russian-aims-credit: (British Official Wireless.) (Received This Day, 9.30 a.m.) xyxy=(505,594,629,614)
political-fight-headline: POLITICAL FIGHT xyxy=(965,536,1093,552)
victorious-progress-deck-3: DRIVE ON KIEV CONTINUES. xyxy=(499,152,635,163)
russian-aims-headline: RUSSIAN AIMS xyxy=(516,519,618,535)
article-paragraph: "We have trusted their word implicitly," states a correspondent at Malta, referring to the position of the Italian Fleet. "There is no physical reason to prevent the whole fleet bombarding Malta at this moment." xyxy=(173,771,323,857)
article-paragraph: "We had been shadowed all day by reconnaissance planes, and we never knew when the Luftwaffe might make an attack. Shortly after dusk we spotted five warships astern of us. We did not know what they were, and we challenged them by signal flashes in Morse. Back came a message spelling the letters OK. Then we knew we were all right. That was the signal Admiral Cunningham had asked the surrendering warships to use." xyxy=(15,1016,165,1168)
labour-ministry-headline: LABOUR MINISTRY xyxy=(181,1604,316,1620)
article-paragraph: The treasurer's report, which showed a credit balance of £3651 11s, was adopted. xyxy=(495,1259,639,1292)
